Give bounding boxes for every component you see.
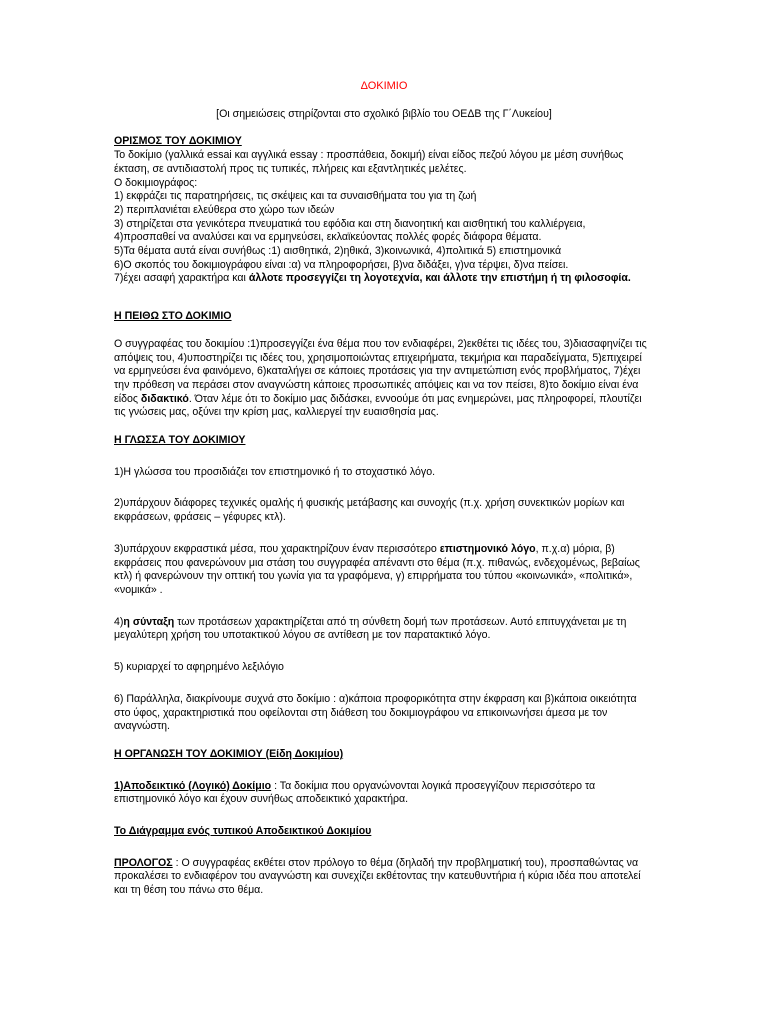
- language-point-3-post: , π.χ.α) μόρια, β) εκφράσεις που φανερώνουν μια στάση του συγγραφέα απέναντι στο θέμα (π.χ. πιθανώς, ενδεχομένως, βεβαίως κτλ) ή φανερώνουν την οπτική του γωνία για τα γραφόμενα, γ) επιρρήματα του τύπου «κοινωνικά», «πολιτικά», «νομικά» .: [114, 542, 640, 596]
- persuasion-text-bold: διδακτικό: [140, 392, 189, 405]
- definition-item: 6)Ο σκοπός του δοκιμιογράφου είναι :α) να πληροφορήσει, β)να διδάξει, γ)να τέρψει, δ)να πείσει.: [114, 258, 569, 271]
- organization-point-1: [114, 780, 654, 807]
- language-point-4-post: των προτάσεων χαρακτηρίζεται από τη σύνθετη δομή των προτάσεων. Αυτό επιτυγχάνεται με τη μεγαλύτερη χρήση του υποτακτικού λόγου σε αντίθεση με τον παρατακτικό λόγο.: [114, 615, 627, 642]
- section-heading-organization: Η ΟΡΓΑΝΩΣΗ ΤΟΥ ΔΟΚΙΜΙΟΥ (Είδη Δοκιμίου): [114, 747, 344, 760]
- persuasion-paragraph: [114, 338, 654, 420]
- organization-point-1-text: : Τα δοκίμια που οργανώνονται λογικά προσεγγίζουν περισσότερο τα επιστημονικό λόγο και έχουν συνήθως αποδεικτικό χαρακτήρα.: [114, 779, 596, 806]
- definition-item-7-bold: άλλοτε προσεγγίζει τη λογοτεχνία, και άλλοτε την επιστήμη ή τη φιλοσοφία.: [248, 272, 631, 285]
- definition-item-7-text: 7)έχει ασαφή χαρακτήρα και: [114, 272, 249, 285]
- section-heading-definition: ΟΡΙΣΜΟΣ ΤΟΥ ΔΟΚΙΜΙΟΥ: [114, 135, 242, 148]
- language-point-4-num: 4): [114, 615, 124, 628]
- language-point-5: 5) κυριαρχεί το αφηρημένο λεξιλόγιο: [114, 661, 284, 674]
- language-point-3-bold: επιστημονικό λόγο: [439, 542, 536, 555]
- prologue-paragraph: [114, 857, 654, 898]
- document-title: ΔΟΚΙΜΙΟ: [360, 80, 408, 92]
- definition-item: 1) εκφράζει τις παρατηρήσεις, τις σκέψεις και τα συναισθήματα του για τη ζωή: [114, 190, 477, 203]
- definition-item: 5)Τα θέματα αυτά είναι συνήθως :1) αισθητικά, 2)ηθικά, 3)κοινωνικά, 4)πολιτικά 5) επιστημονικά: [114, 245, 562, 258]
- prologue-text: : Ο συγγραφέας εκθέτει στον πρόλογο το θέμα (δηλαδή την προβληματική του), προσπαθώντας να προκαλέσει το ενδιαφέρον του αναγνώστη και συνεχίζει εκθέτοντας την κατευθυντήρια ή κύρια ιδέα που αποτελεί και τη θέση του πάνω στο θέμα.: [114, 856, 641, 897]
- definition-item-7: [114, 272, 654, 286]
- diagram-heading: Το Διάγραμμα ενός τυπικού Αποδεικτικού Δοκιμίου: [114, 825, 372, 838]
- persuasion-text-b: . Όταν λέμε ότι το δοκίμιο μας διδάσκει, εννοούμε ότι μας ενημερώνει, μας πληροφορεί, πλουτίζει τις γνώσεις μας, οξύνει την κρίση μας, καλλιεργεί την ευαισθησία μας.: [114, 392, 642, 419]
- section-heading-persuasion: Η ΠΕΙΘΩ ΣΤΟ ΔΟΚΙΜΙΟ: [114, 310, 232, 323]
- language-point-6: 6) Παράλληλα, διακρίνουμε συχνά στο δοκίμιο : α)κάποια προφορικότητα στην έκφραση και β)κάποια οικειότητα στο ύφος, χαρακτηριστικά που οφείλονται στη διάθεση του δοκιμιογράφου να επικοινωνήσει άμεσα με τον αναγνώστη.: [114, 692, 637, 733]
- organization-point-1-label: 1)Αποδεικτικό (Λογικό) Δοκίμιο: [114, 779, 272, 792]
- language-point-1: 1)Η γλώσσα του προσιδιάζει τον επιστημονικό ή το στοχαστικό λόγο.: [114, 465, 436, 478]
- language-point-3: [114, 543, 654, 598]
- definition-item: 2) περιπλανιέται ελεύθερα στο χώρο των ιδεών: [114, 203, 335, 216]
- document-subtitle: [Οι σημειώσεις στηρίζονται στο σχολικό βιβλίο του ΟΕΔΒ της Γ΄Λυκείου]: [216, 107, 552, 120]
- definition-item: 4)προσπαθεί να αναλύσει και να ερμηνεύσει, εκλαϊκεύοντας πολλές φορές διάφορα θέματα.: [114, 231, 542, 244]
- language-point-4: [114, 616, 654, 643]
- document-body: [114, 80, 654, 898]
- prologue-label: ΠΡΟΛΟΓΟΣ: [114, 856, 173, 869]
- language-point-3-pre: 3)υπάρχουν εκφραστικά μέσα, που χαρακτηρίζουν έναν περισσότερο: [114, 542, 440, 555]
- language-point-2: 2)υπάρχουν διάφορες τεχνικές ομαλής ή φυσικής μετάβασης και συνοχής (π.χ. χρήση συνεκτικών μορίων και εκφράσεων, φράσεις – γέφυρες κτλ).: [114, 497, 625, 524]
- definition-item: 3) στηρίζεται στα γενικότερα πνευματικά του εφόδια και στη διανοητική και αισθητική του καλλιέργεια,: [114, 217, 586, 230]
- definition-paragraph: Το δοκίμιο (γαλλικά essai και αγγλικά essay : προσπάθεια, δοκιμή) είναι είδος πεζού λόγου με μέση συνήθως έκταση, σε αντιδιαστολή προς τις τυπικές, πλήρεις και εξαντλητικές μελέτες.: [114, 149, 624, 175]
- persuasion-text-a: Ο συγγραφέας του δοκιμίου :1)προσεγγίζει ένα θέμα που τον ενδιαφέρει, 2)εκθέτει τις ιδέες του, 3)διασαφηνίζει τις απόψεις του, 4)υποστηρίζει τις ιδέες του, χρησιμοποιώντας επιχειρήματα, τεκμήρια και παραδείγματα, 5)επιχειρεί να ερμηνεύσει ένα φαινόμενο, 6)καταλήγει σε κάποιες προτάσεις για την αντιμετώπιση ενός προβλήματος, 7)έχει την πρόθεση να περάσει στον αναγνώστη κάποιες προσωπικές απόψεις και να τον πείσει, 8)το δοκίμιο είναι ένα είδος: [114, 337, 647, 405]
- definition-writer-intro: Ο δοκιμιογράφος:: [114, 176, 198, 189]
- language-point-4-bold: η σύνταξη: [123, 615, 175, 628]
- section-heading-language: Η ΓΛΩΣΣΑ ΤΟΥ ΔΟΚΙΜΙΟΥ: [114, 434, 246, 447]
